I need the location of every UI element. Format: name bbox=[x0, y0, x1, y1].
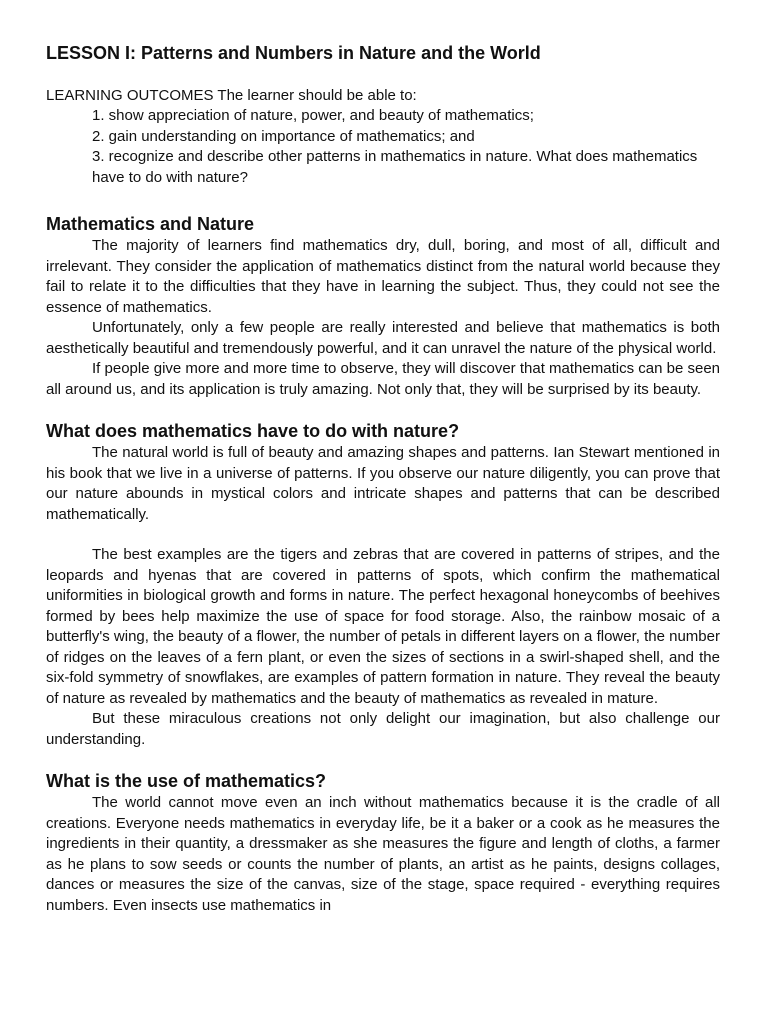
learning-outcomes-list bbox=[46, 106, 720, 188]
section-heading: What is the use of mathematics? bbox=[46, 771, 327, 791]
section-what-does-mathematics-have-to-do-with-nature bbox=[46, 419, 720, 750]
paragraph: If people give more and more time to observe, they will discover that mathematics can be seen all around us, and its application is truly amazing. Not only that, they will be surprised by its beauty. bbox=[46, 360, 720, 398]
paragraph: The world cannot move even an inch without mathematics because it is the cradle of all creations. Everyone needs mathematics in everyday life, be it a baker or a cook as he measures the ingredients in their quantity, a dressmaker as she measures the figure and length of cloths, a farmer as he plans to sow seeds or counts the number of plants, an artist as he paints, designs collages, dances or measures the size of the canvas, size of the stage, space required - everything requires numbers. Even insects use mathematics in bbox=[46, 794, 720, 914]
learning-outcome-item: 1. show appreciation of nature, power, and beauty of mathematics; bbox=[92, 107, 534, 124]
paragraph: The best examples are the tigers and zebras that are covered in patterns of stripes, and the leopards and hyenas that are covered in patterns of spots, which confirm the mathematical uniformities in biological growth and forms in nature. The perfect hexagonal honeycombs of beehives formed by bees help maximize the use of space for food storage. Also, the rainbow mosaic of a butterfly's wing, the beauty of a flower, the number of petals in different layers on a flower, the number of ridges on the leaves of a fern plant, or even the sizes of sections in a swirl-shaped shell, and the six-fold symmetry of snowflakes, are examples of pattern formation in nature. They reveal the beauty of nature as revealed by mathematics and the beauty of mathematics as revealed in mature. bbox=[46, 546, 720, 707]
paragraph: The majority of learners find mathematics dry, dull, boring, and most of all, difficult and irrelevant. They consider the application of mathematics distinct from the natural world because they fail to relate it to the difficulties that they have in learning the subject. Thus, they could not see the essence of mathematics. bbox=[46, 237, 720, 316]
learning-outcomes-intro: LEARNING OUTCOMES The learner should be able to: bbox=[46, 87, 417, 104]
section-mathematics-and-nature bbox=[46, 212, 720, 400]
section-heading: What does mathematics have to do with nature? bbox=[46, 421, 460, 441]
lesson-title: LESSON I: Patterns and Numbers in Nature and the World bbox=[46, 43, 541, 63]
learning-outcome-item: 3. recognize and describe other patterns in mathematics in nature. What does mathematics have to do with nature? bbox=[92, 148, 698, 186]
paragraph: Unfortunately, only a few people are really interested and believe that mathematics is both aesthetically beautiful and tremendously powerful, and it can unravel the nature of the physical world. bbox=[46, 319, 720, 357]
paragraph: But these miraculous creations not only delight our imagination, but also challenge our understanding. bbox=[46, 710, 720, 748]
section-what-is-the-use-of-mathematics bbox=[46, 769, 720, 916]
paragraph: The natural world is full of beauty and amazing shapes and patterns. Ian Stewart mentioned in his book that we live in a universe of patterns. If you observe our nature diligently, you can prove that our nature abounds in mystical colors and intricate shapes and patterns that can be described mathematically. bbox=[46, 444, 720, 523]
section-heading: Mathematics and Nature bbox=[46, 214, 255, 234]
learning-outcome-item: 2. gain understanding on importance of mathematics; and bbox=[92, 127, 475, 145]
